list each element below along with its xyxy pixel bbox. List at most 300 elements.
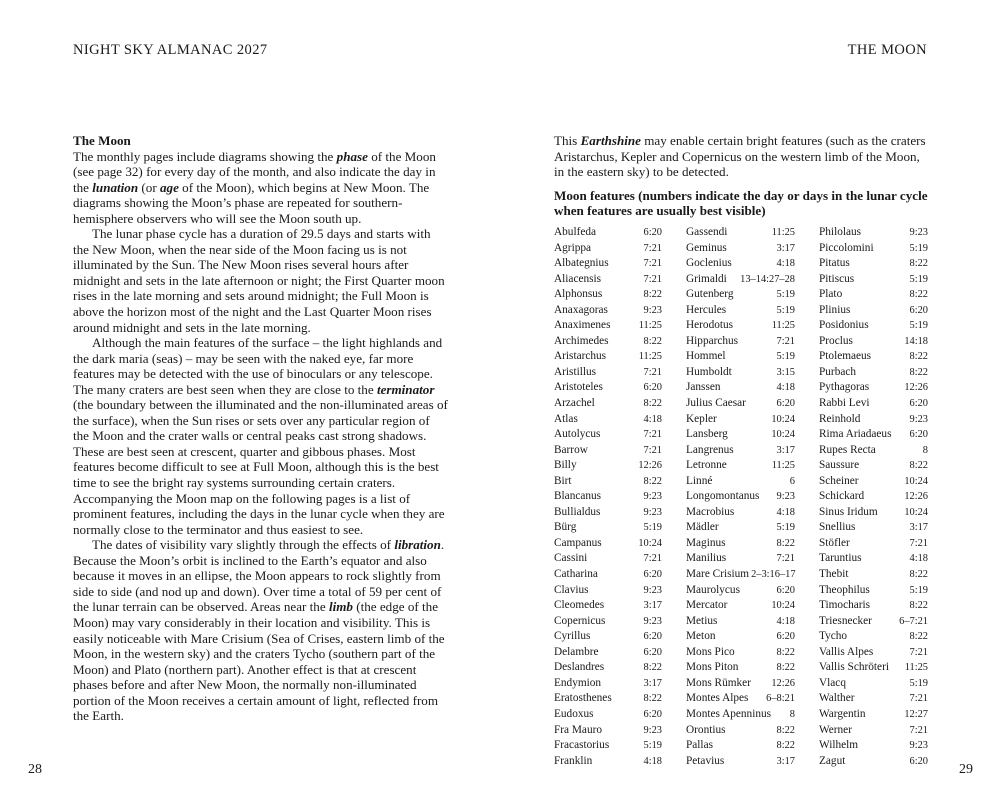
feature-days: 7:21 bbox=[909, 724, 928, 736]
feature-row bbox=[686, 598, 795, 614]
feature-name: Barrow bbox=[554, 443, 588, 456]
feature-row bbox=[554, 536, 662, 552]
feature-days: 3:17 bbox=[776, 755, 795, 767]
feature-row bbox=[819, 629, 928, 645]
feature-name: Vallis Schröteri bbox=[819, 661, 889, 674]
text-run: of the Moon), which begins at New Moon. The diagrams showing the Moon’s phase are repeated for southern-hemisphere observers who will see the Moon south up. bbox=[73, 179, 430, 226]
feature-days: 4:18 bbox=[643, 413, 662, 425]
feature-row bbox=[819, 583, 928, 599]
feature-row bbox=[819, 567, 928, 583]
feature-days: 9:23 bbox=[909, 413, 928, 425]
feature-name: Manilius bbox=[686, 552, 727, 565]
feature-row bbox=[554, 723, 662, 739]
feature-name: Aristoteles bbox=[554, 381, 603, 394]
body-paragraph bbox=[73, 226, 448, 335]
feature-days: 11:25 bbox=[771, 227, 795, 238]
feature-row bbox=[819, 707, 928, 723]
feature-row bbox=[554, 474, 662, 490]
feature-row bbox=[686, 396, 795, 412]
feature-row bbox=[554, 489, 662, 505]
feature-row bbox=[686, 256, 795, 272]
feature-row bbox=[686, 505, 795, 521]
feature-row bbox=[686, 691, 795, 707]
feature-days: 8:22 bbox=[776, 537, 795, 549]
feature-days: 8:22 bbox=[776, 646, 795, 658]
feature-days: 6:20 bbox=[909, 755, 928, 767]
feature-days: 11:25 bbox=[638, 351, 662, 363]
left-paragraphs bbox=[73, 149, 448, 724]
feature-row bbox=[819, 660, 928, 676]
feature-name: Ptolemaeus bbox=[819, 350, 872, 363]
feature-row bbox=[554, 272, 662, 288]
feature-days: 2–3:16–17 bbox=[751, 569, 796, 581]
feature-row bbox=[819, 598, 928, 614]
feature-name: Montes Apenninus bbox=[686, 707, 772, 720]
feature-days: 6:20 bbox=[643, 631, 662, 643]
feature-days: 6:20 bbox=[643, 227, 662, 238]
text-run: The lunar phase cycle has a duration of 29.5 days and starts with the New Moon, when the near side of the Moon facing us is not illuminated by the Sun. The New Moon rises several hours after midnight and sets in the late afternoon or night; the First Quarter moon rises in the late morning and sets around midnight; the Full Moon is above the horizon most of the night and the Last Quarter Moon rises around midnight and sets in the late morning. bbox=[73, 226, 445, 335]
feature-days: 6:20 bbox=[643, 646, 662, 658]
feature-row bbox=[686, 676, 795, 692]
feature-row bbox=[554, 567, 662, 583]
feature-name: Vlacq bbox=[819, 676, 846, 689]
feature-row bbox=[686, 551, 795, 567]
feature-name: Cleomedes bbox=[554, 599, 605, 612]
feature-days: 13–14:27–28 bbox=[740, 273, 795, 285]
page-number-left: 28 bbox=[28, 762, 42, 777]
feature-name: Franklin bbox=[554, 754, 593, 767]
feature-name: Schickard bbox=[819, 490, 865, 503]
feature-days: 12:26 bbox=[638, 460, 662, 472]
feature-row bbox=[686, 567, 795, 583]
feature-days: 8:22 bbox=[909, 600, 928, 612]
feature-name: Fracastorius bbox=[554, 739, 610, 752]
feature-row bbox=[686, 443, 795, 459]
feature-days: 5:19 bbox=[776, 289, 795, 301]
feature-name: Pitiscus bbox=[819, 272, 855, 285]
feature-row bbox=[686, 225, 795, 241]
feature-row bbox=[686, 334, 795, 350]
text-run: (or bbox=[138, 179, 160, 195]
feature-days: 12:27 bbox=[904, 708, 928, 720]
feature-days: 6:20 bbox=[776, 584, 795, 596]
feature-days: 11:25 bbox=[771, 320, 795, 332]
feature-row bbox=[819, 225, 928, 241]
feature-row bbox=[686, 629, 795, 645]
feature-days: 8:22 bbox=[776, 662, 795, 674]
feature-name: Wargentin bbox=[819, 707, 866, 720]
feature-row bbox=[819, 458, 928, 474]
feature-row bbox=[819, 349, 928, 365]
feature-name: Petavius bbox=[686, 754, 725, 767]
feature-name: Gutenberg bbox=[686, 288, 734, 301]
key-term: age bbox=[159, 179, 179, 195]
running-header-left: NIGHT SKY ALMANAC 2027 bbox=[73, 42, 268, 58]
section-title: The Moon bbox=[73, 133, 131, 148]
feature-days: 4:18 bbox=[776, 258, 795, 270]
left-page-body bbox=[73, 133, 448, 724]
feature-name: Agrippa bbox=[554, 241, 592, 254]
feature-days: 9:23 bbox=[643, 506, 662, 518]
feature-days: 7:21 bbox=[643, 273, 662, 285]
feature-row bbox=[686, 427, 795, 443]
feature-row bbox=[686, 474, 795, 490]
feature-row bbox=[819, 505, 928, 521]
feature-row bbox=[819, 241, 928, 257]
feature-days: 9:23 bbox=[643, 304, 662, 316]
feature-row bbox=[686, 520, 795, 536]
key-term: terminator bbox=[376, 381, 435, 397]
feature-days: 8:22 bbox=[909, 289, 928, 301]
feature-name: Theophilus bbox=[819, 583, 870, 596]
feature-days: 11:25 bbox=[904, 662, 928, 674]
feature-days: 8:22 bbox=[909, 569, 928, 581]
feature-name: Macrobius bbox=[686, 505, 735, 518]
feature-name: Aristillus bbox=[554, 365, 597, 378]
feature-row bbox=[686, 303, 795, 319]
feature-name: Hercules bbox=[686, 303, 727, 316]
key-term: limb bbox=[328, 599, 353, 615]
feature-name: Rupes Recta bbox=[819, 443, 876, 456]
feature-days: 6 bbox=[789, 475, 795, 487]
key-term: phase bbox=[336, 148, 368, 164]
feature-days: 6:20 bbox=[776, 398, 795, 410]
feature-days: 3:17 bbox=[643, 677, 662, 689]
feature-days: 12:26 bbox=[771, 677, 795, 689]
feature-name: Janssen bbox=[686, 381, 721, 394]
feature-name: Mercator bbox=[686, 599, 728, 612]
feature-column bbox=[554, 225, 662, 769]
feature-days: 6:20 bbox=[643, 382, 662, 394]
feature-days: 8:22 bbox=[909, 631, 928, 643]
feature-name: Mädler bbox=[686, 521, 719, 534]
feature-days: 8 bbox=[922, 444, 928, 456]
feature-name: Abulfeda bbox=[554, 226, 597, 238]
feature-days: 7:21 bbox=[776, 553, 795, 565]
feature-days: 8:22 bbox=[643, 398, 662, 410]
feature-days: 4:18 bbox=[776, 615, 795, 627]
feature-row bbox=[819, 754, 928, 770]
feature-column bbox=[686, 225, 795, 769]
feature-days: 9:23 bbox=[909, 227, 928, 238]
feature-row bbox=[686, 645, 795, 661]
feature-days: 8 bbox=[789, 708, 795, 720]
feature-name: Mons Rümker bbox=[686, 676, 751, 689]
feature-name: Zagut bbox=[819, 754, 846, 767]
text-run: of the Moon (see page 32) for every day of the month, and also indicate the day in the bbox=[73, 148, 436, 195]
feature-row bbox=[819, 474, 928, 490]
feature-days: 8:22 bbox=[643, 289, 662, 301]
feature-name: Bullialdus bbox=[554, 505, 601, 518]
feature-row bbox=[819, 645, 928, 661]
feature-days: 8:22 bbox=[643, 475, 662, 487]
body-paragraph bbox=[73, 149, 448, 227]
feature-row bbox=[686, 365, 795, 381]
feature-days: 6–7:21 bbox=[899, 615, 928, 627]
feature-row bbox=[554, 396, 662, 412]
feature-name: Thebit bbox=[819, 568, 849, 581]
feature-name: Copernicus bbox=[554, 614, 606, 627]
feature-name: Meton bbox=[686, 630, 716, 643]
feature-name: Cassini bbox=[554, 552, 588, 565]
feature-days: 9:23 bbox=[643, 491, 662, 503]
feature-name: Aliacensis bbox=[554, 272, 602, 285]
feature-days: 14:18 bbox=[904, 335, 928, 347]
key-term: libration bbox=[394, 537, 441, 553]
feature-row bbox=[554, 380, 662, 396]
feature-row bbox=[554, 551, 662, 567]
feature-column bbox=[819, 225, 928, 769]
feature-row bbox=[554, 443, 662, 459]
feature-row bbox=[554, 629, 662, 645]
feature-row bbox=[554, 691, 662, 707]
feature-days: 9:23 bbox=[643, 584, 662, 596]
feature-days: 6:20 bbox=[909, 304, 928, 316]
feature-days: 7:21 bbox=[909, 537, 928, 549]
feature-name: Geminus bbox=[686, 241, 727, 254]
feature-row bbox=[554, 598, 662, 614]
feature-name: Langrenus bbox=[686, 443, 734, 456]
feature-row bbox=[686, 349, 795, 365]
feature-name: Arzachel bbox=[554, 397, 595, 410]
feature-name: Anaximenes bbox=[554, 319, 611, 332]
feature-days: 10:24 bbox=[904, 506, 928, 518]
feature-name: Clavius bbox=[554, 583, 589, 596]
feature-row bbox=[819, 536, 928, 552]
feature-row bbox=[554, 287, 662, 303]
feature-row bbox=[819, 287, 928, 303]
feature-name: Longomontanus bbox=[686, 490, 760, 503]
feature-name: Purbach bbox=[819, 365, 857, 378]
feature-days: 5:19 bbox=[776, 351, 795, 363]
feature-days: 5:19 bbox=[776, 304, 795, 316]
feature-days: 5:19 bbox=[909, 677, 928, 689]
feature-row bbox=[686, 583, 795, 599]
text-run: . Because the Moon’s orbit is inclined to the Earth’s equator and also because it moves in an ellipse, the Moon appears to rock slightly from side to side (and nod up and down). Over time a total of 59 per cent of the lunar terrain can be observed. Areas near the bbox=[73, 537, 445, 615]
key-term: Earthshine bbox=[580, 133, 641, 148]
feature-days: 7:21 bbox=[643, 242, 662, 254]
feature-days: 5:19 bbox=[909, 242, 928, 254]
feature-name: Orontius bbox=[686, 723, 726, 736]
feature-days: 6:20 bbox=[909, 398, 928, 410]
feature-name: Pallas bbox=[686, 739, 713, 752]
feature-name: Rima Ariadaeus bbox=[819, 428, 892, 441]
feature-row bbox=[819, 520, 928, 536]
feature-name: Gassendi bbox=[686, 226, 728, 238]
feature-name: Pitatus bbox=[819, 257, 850, 270]
feature-row bbox=[554, 412, 662, 428]
feature-days: 8:22 bbox=[776, 724, 795, 736]
text-run: The dates of visibility vary slightly through the effects of bbox=[92, 537, 395, 553]
feature-name: Philolaus bbox=[819, 226, 862, 238]
feature-name: Hommel bbox=[686, 350, 726, 363]
feature-name: Herodotus bbox=[686, 319, 734, 332]
feature-name: Posidonius bbox=[819, 319, 869, 332]
feature-days: 4:18 bbox=[776, 506, 795, 518]
feature-days: 11:25 bbox=[771, 460, 795, 472]
feature-row bbox=[554, 427, 662, 443]
feature-days: 9:23 bbox=[909, 740, 928, 752]
feature-days: 10:24 bbox=[904, 475, 928, 487]
feature-row bbox=[686, 380, 795, 396]
feature-name: Stöfler bbox=[819, 536, 850, 549]
feature-row bbox=[554, 754, 662, 770]
feature-row bbox=[819, 551, 928, 567]
feature-name: Mare Crisium bbox=[686, 568, 750, 581]
feature-days: 7:21 bbox=[643, 429, 662, 441]
feature-days: 10:24 bbox=[771, 600, 795, 612]
feature-row bbox=[686, 660, 795, 676]
feature-name: Bürg bbox=[554, 521, 577, 534]
feature-days: 8:22 bbox=[776, 740, 795, 752]
feature-row bbox=[554, 738, 662, 754]
feature-row bbox=[819, 614, 928, 630]
feature-row bbox=[819, 489, 928, 505]
feature-row bbox=[819, 738, 928, 754]
text-run: This bbox=[554, 133, 581, 148]
feature-row bbox=[686, 241, 795, 257]
feature-days: 8:22 bbox=[909, 351, 928, 363]
feature-name: Wilhelm bbox=[819, 739, 859, 752]
feature-name: Albategnius bbox=[554, 257, 609, 270]
feature-name: Metius bbox=[686, 614, 718, 627]
feature-days: 12:26 bbox=[904, 382, 928, 394]
feature-days: 3:17 bbox=[776, 242, 795, 254]
feature-days: 4:18 bbox=[909, 553, 928, 565]
feature-name: Pythagoras bbox=[819, 381, 870, 394]
feature-days: 7:21 bbox=[909, 693, 928, 705]
key-term: lunation bbox=[92, 179, 139, 195]
feature-name: Julius Caesar bbox=[686, 397, 746, 410]
feature-row bbox=[686, 738, 795, 754]
feature-days: 5:19 bbox=[909, 273, 928, 285]
feature-row bbox=[686, 318, 795, 334]
feature-days: 3:17 bbox=[643, 600, 662, 612]
feature-days: 8:22 bbox=[643, 693, 662, 705]
feature-name: Anaxagoras bbox=[554, 303, 608, 316]
body-paragraph bbox=[73, 335, 448, 537]
feature-row bbox=[819, 676, 928, 692]
feature-row bbox=[819, 318, 928, 334]
feature-name: Walther bbox=[819, 692, 855, 705]
feature-row bbox=[686, 412, 795, 428]
feature-name: Rabbi Levi bbox=[819, 397, 870, 410]
feature-name: Linné bbox=[686, 474, 713, 487]
feature-row bbox=[554, 520, 662, 536]
feature-name: Piccolomini bbox=[819, 241, 874, 254]
feature-days: 5:19 bbox=[643, 522, 662, 534]
feature-name: Maginus bbox=[686, 536, 726, 549]
feature-row bbox=[686, 489, 795, 505]
feature-name: Humboldt bbox=[686, 365, 732, 378]
feature-days: 6:20 bbox=[643, 708, 662, 720]
feature-name: Maurolycus bbox=[686, 583, 740, 596]
running-header-right: THE MOON bbox=[847, 42, 927, 58]
feature-row bbox=[686, 707, 795, 723]
feature-name: Tycho bbox=[819, 630, 848, 643]
feature-row bbox=[819, 427, 928, 443]
feature-days: 7:21 bbox=[643, 553, 662, 565]
feature-row bbox=[819, 412, 928, 428]
moon-features-title: Moon features (numbers indicate the day or days in the lunar cycle when features are usually best visible) bbox=[554, 187, 928, 219]
feature-row bbox=[819, 380, 928, 396]
feature-days: 5:19 bbox=[776, 522, 795, 534]
feature-days: 7:21 bbox=[776, 335, 795, 347]
feature-row bbox=[554, 614, 662, 630]
feature-row bbox=[554, 225, 662, 241]
feature-row bbox=[554, 349, 662, 365]
feature-row bbox=[819, 365, 928, 381]
text-run: The monthly pages include diagrams showing the bbox=[73, 148, 337, 164]
feature-days: 8:22 bbox=[909, 366, 928, 378]
feature-row bbox=[554, 505, 662, 521]
feature-days: 4:18 bbox=[776, 382, 795, 394]
feature-row bbox=[554, 583, 662, 599]
feature-days: 8:22 bbox=[909, 460, 928, 472]
feature-days: 8:22 bbox=[909, 258, 928, 270]
feature-name: Snellius bbox=[819, 521, 856, 534]
feature-row bbox=[686, 723, 795, 739]
feature-name: Timocharis bbox=[819, 599, 871, 612]
feature-row bbox=[554, 707, 662, 723]
feature-name: Atlas bbox=[554, 412, 578, 425]
text-run: may enable certain bright features (such as the craters Aristarchus, Kepler and Copernicus on the western limb of the Moon, in the eastern sky) to be detected. bbox=[554, 133, 926, 180]
text-run: Although the main features of the surface – the light highlands and the dark maria (seas) – may be seen with the naked eye, far more features may be detected with the use of binoculars or any telescope. The many craters are best seen when they are close to the bbox=[73, 335, 443, 397]
feature-name: Triesnecker bbox=[819, 614, 872, 627]
feature-days: 6:20 bbox=[776, 631, 795, 643]
text-run: (the boundary between the illuminated and the non-illuminated areas of the surface), when the Sun rises or sets over any particular region of the Moon and the crater walls or central peaks cast strong shadows. These are best seen at crescent, quarter and gibbous phases. Most features become difficult to see at Full Moon, although this is the best time to see the bright ray systems surrounding certain craters. Accompanying the Moon map on the following pages is a list of prominent features, including the days in the lunar cycle when they are normally close to the terminator and thus easiest to see. bbox=[73, 397, 448, 537]
page-number-right: 29 bbox=[959, 762, 973, 777]
feature-days: 7:21 bbox=[643, 366, 662, 378]
feature-days: 8:22 bbox=[643, 662, 662, 674]
moon-features-table bbox=[554, 225, 928, 775]
body-paragraph bbox=[73, 537, 448, 724]
feature-days: 3:15 bbox=[776, 366, 795, 378]
feature-days: 3:17 bbox=[776, 444, 795, 456]
feature-name: Fra Mauro bbox=[554, 723, 603, 736]
feature-name: Montes Alpes bbox=[686, 692, 749, 705]
feature-row bbox=[819, 723, 928, 739]
feature-name: Alphonsus bbox=[554, 288, 603, 301]
feature-row bbox=[554, 676, 662, 692]
feature-name: Cyrillus bbox=[554, 630, 591, 643]
feature-days: 7:21 bbox=[909, 646, 928, 658]
feature-days: 10:24 bbox=[638, 537, 662, 549]
feature-name: Vallis Alpes bbox=[819, 645, 874, 658]
feature-row bbox=[554, 645, 662, 661]
feature-row bbox=[554, 334, 662, 350]
feature-name: Saussure bbox=[819, 459, 860, 472]
feature-row bbox=[554, 660, 662, 676]
feature-name: Delambre bbox=[554, 645, 599, 658]
feature-days: 6–8:21 bbox=[766, 693, 795, 705]
feature-days: 5:19 bbox=[643, 740, 662, 752]
feature-name: Archimedes bbox=[554, 334, 609, 347]
feature-days: 5:19 bbox=[909, 584, 928, 596]
feature-name: Letronne bbox=[686, 459, 727, 472]
feature-row bbox=[819, 691, 928, 707]
feature-name: Taruntius bbox=[819, 552, 862, 565]
feature-row bbox=[554, 365, 662, 381]
feature-days: 6:20 bbox=[909, 429, 928, 441]
feature-row bbox=[686, 536, 795, 552]
feature-name: Proclus bbox=[819, 334, 853, 347]
feature-name: Autolycus bbox=[554, 428, 601, 441]
feature-name: Eudoxus bbox=[554, 707, 594, 720]
feature-name: Deslandres bbox=[554, 661, 605, 674]
feature-name: Scheiner bbox=[819, 474, 859, 487]
feature-name: Werner bbox=[819, 723, 852, 736]
